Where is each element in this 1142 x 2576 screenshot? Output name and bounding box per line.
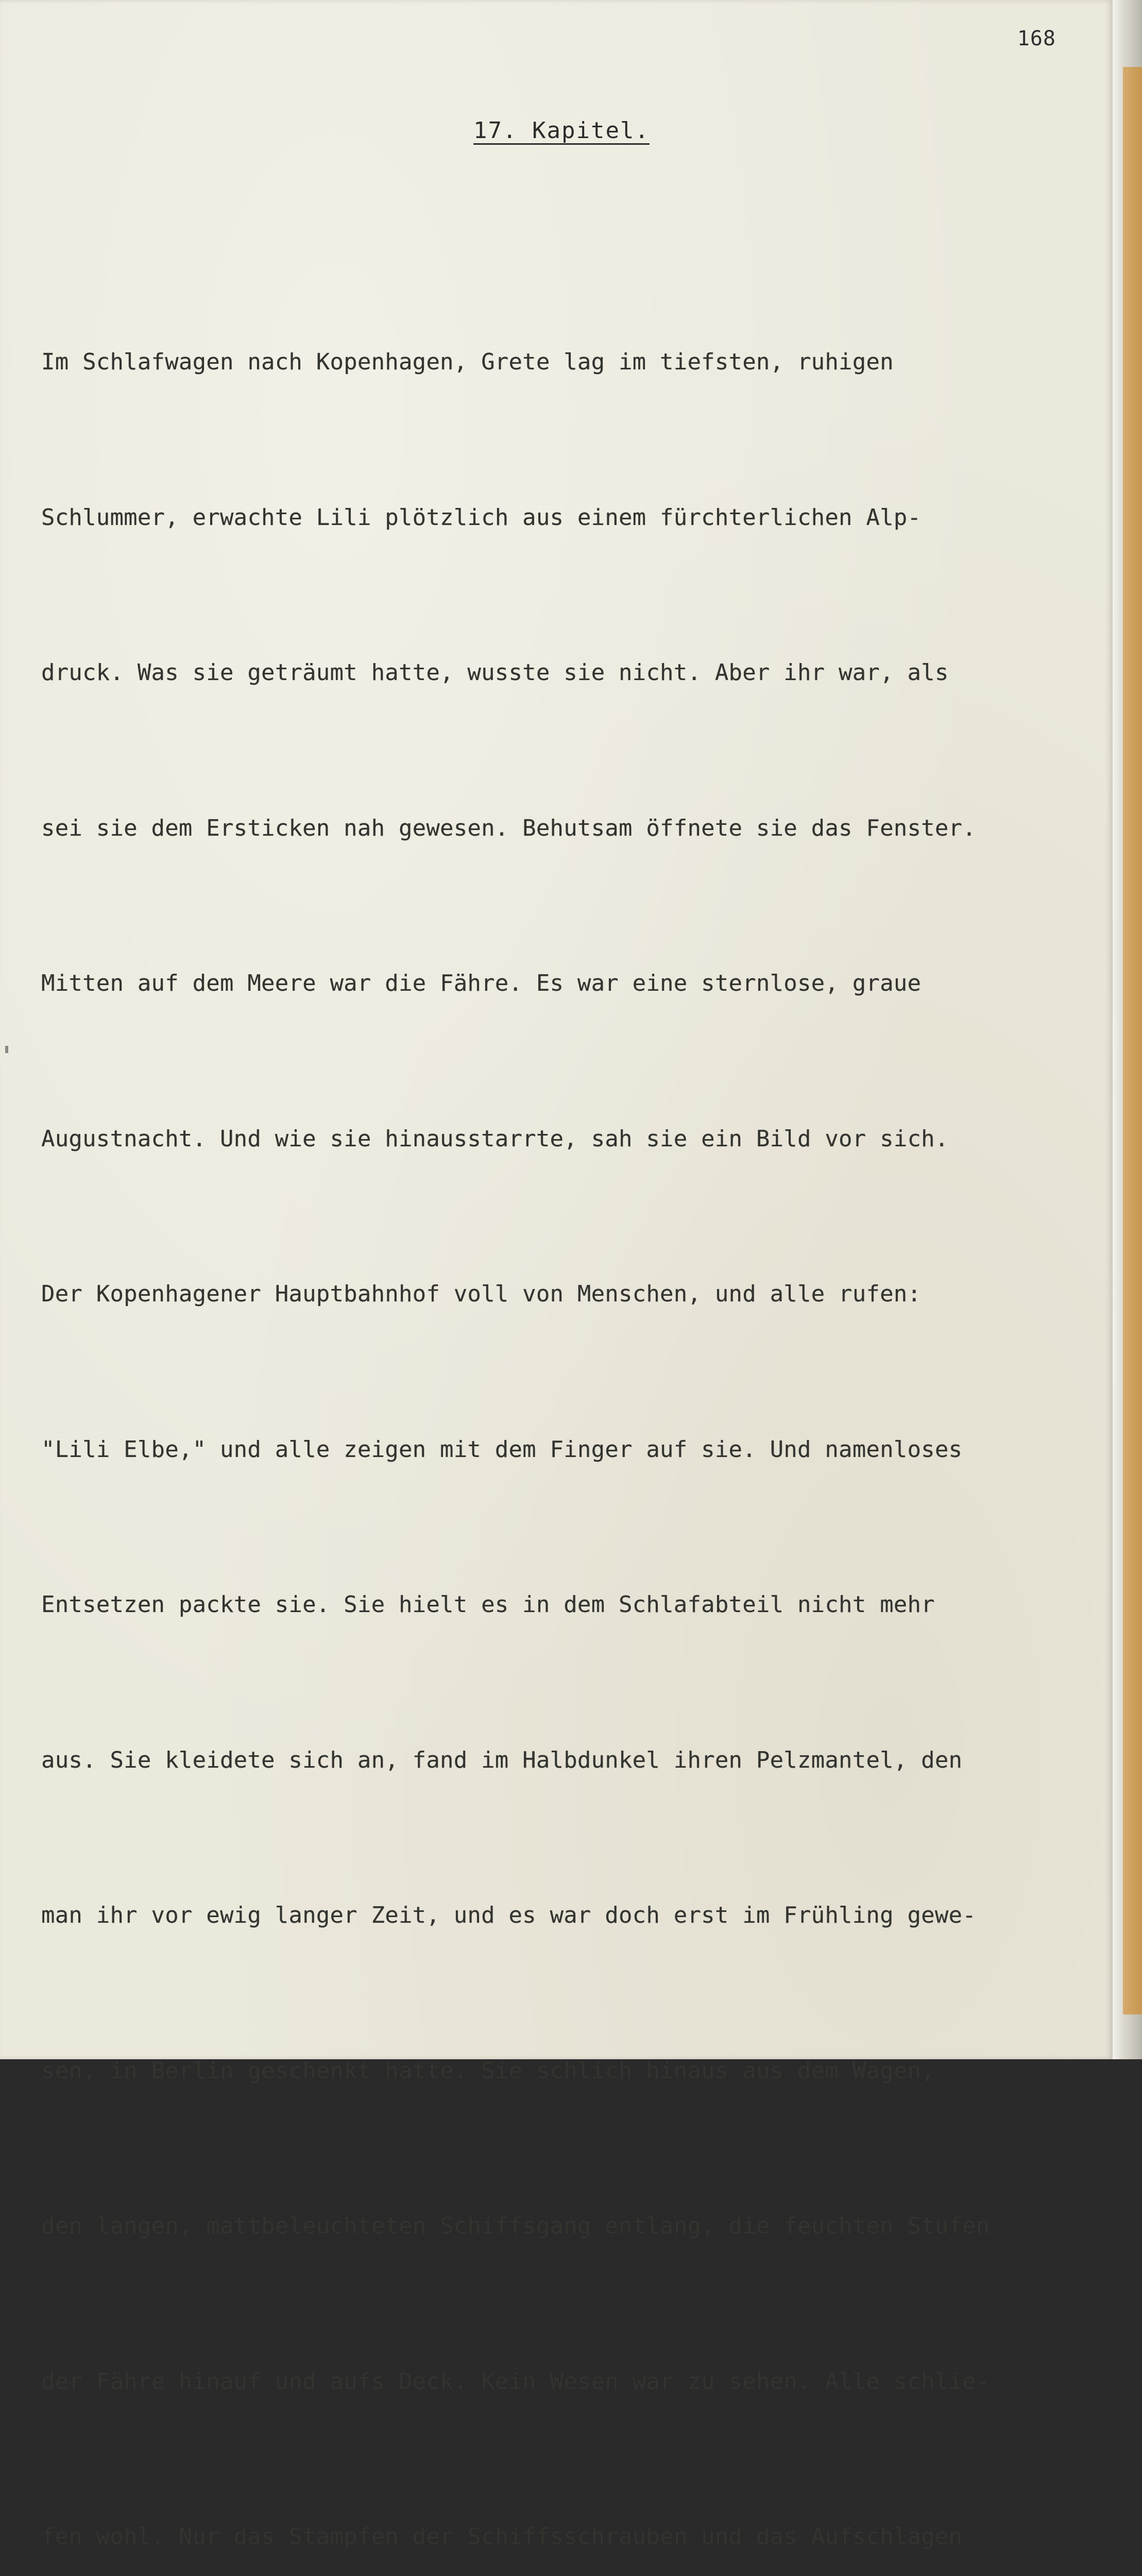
text-line: "Lili Elbe," und alle zeigen mit dem Finger auf sie. Und namenloses bbox=[41, 1436, 963, 1463]
text-line: druck. Was sie geträumt hatte, wusste sie nicht. Aber ihr war, als bbox=[41, 659, 949, 686]
text-line: Entsetzen packte sie. Sie hielt es in dem Schlafabteil nicht mehr bbox=[41, 1591, 935, 1618]
binder-edge bbox=[1123, 67, 1142, 2014]
text-line: man ihr vor ewig langer Zeit, und es war doch erst im Frühling gewe- bbox=[41, 1902, 976, 1928]
text-line: Der Kopenhagener Hauptbahnhof voll von Menschen, und alle rufen: bbox=[41, 1281, 922, 1307]
text-line: aus. Sie kleidete sich an, fand im Halbdunkel ihren Pelzmantel, den bbox=[41, 1747, 963, 1773]
text-line: Mitten auf dem Meere war die Fähre. Es war eine sternlose, graue bbox=[41, 970, 922, 996]
body-text bbox=[41, 233, 1102, 2576]
page-number: 168 bbox=[1017, 27, 1056, 50]
text-line: Schlummer, erwachte Lili plötzlich aus einem fürchterlichen Alp- bbox=[41, 504, 922, 531]
text-line: Augustnacht. Und wie sie hinausstarrte, sah sie ein Bild vor sich. bbox=[41, 1125, 949, 1152]
margin-mark bbox=[5, 1046, 8, 1053]
text-line: fen wohl. Nur das Stampfen der Schiffsschrauben und das Aufschlagen bbox=[41, 2523, 963, 2550]
chapter-title-wrapper bbox=[0, 117, 1113, 144]
text-line: sei sie dem Ersticken nah gewesen. Behutsam öffnete sie das Fenster. bbox=[41, 815, 976, 841]
text-line: sen, in Berlin geschenkt hatte. Sie schlich hinaus aus dem Wagen, bbox=[41, 2057, 935, 2084]
text-line: den langen, mattbeleuchteten Schiffsgang entlang, die feuchten Stufen bbox=[41, 2213, 990, 2239]
text-line: der Fähre hinauf und aufs Deck. Kein Wesen war zu sehen. Alle schlie- bbox=[41, 2368, 990, 2395]
text-line: Im Schlafwagen nach Kopenhagen, Grete lag im tiefsten, ruhigen bbox=[41, 349, 894, 375]
chapter-title: 17. Kapitel. bbox=[473, 117, 650, 144]
